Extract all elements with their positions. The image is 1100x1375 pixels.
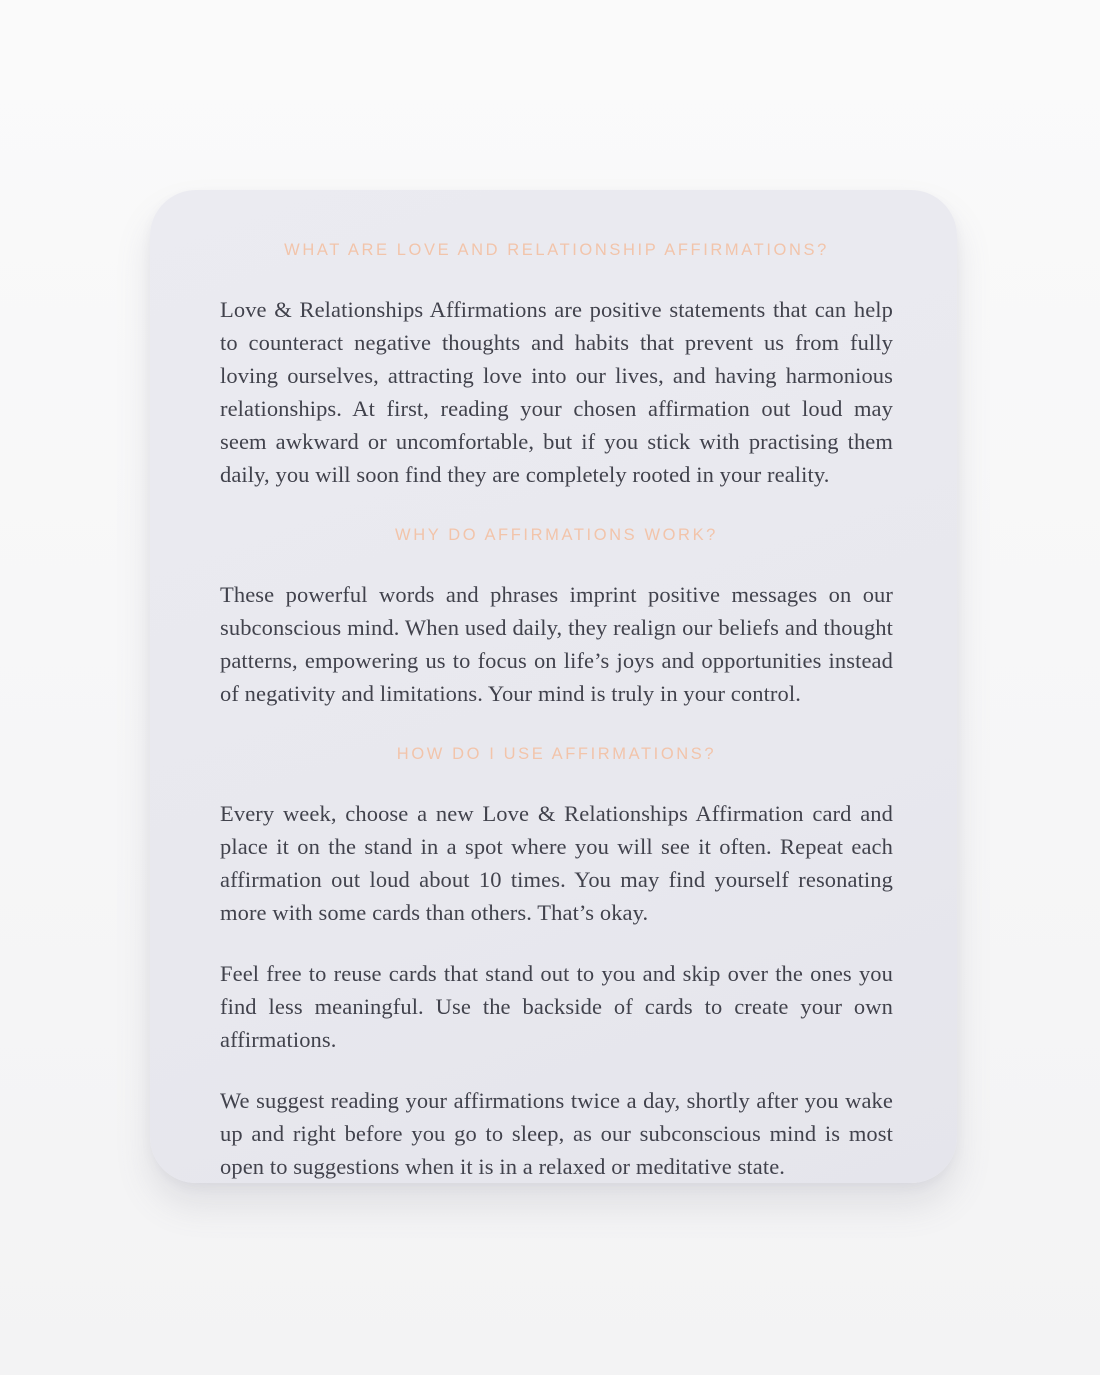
section-why-affirmations-work xyxy=(220,525,893,710)
section-heading-how-to-use-affirmations: HOW DO I USE AFFIRMATIONS? xyxy=(396,745,717,763)
paragraph-reading-schedule: We suggest reading your affirmations twice a day, shortly after you wake up and right before you go to sleep, as our subconscious mind is most open to suggestions when it is in a relaxed or meditative state. xyxy=(220,1088,893,1179)
instruction-card xyxy=(150,190,957,1183)
section-how-to-use-affirmations xyxy=(220,744,893,1183)
section-heading-why-affirmations-work: WHY DO AFFIRMATIONS WORK? xyxy=(395,526,718,544)
paragraph-what-are-affirmations: Love & Relationships Affirmations are positive statements that can help to counteract negative thoughts and habits that prevent us from fully loving ourselves, attracting love into our lives, and having harmonious relationships. At first, reading your chosen affirmation out loud may seem awkward or uncomfortable, but if you stick with practising them daily, you will soon find they are completely rooted in your reality. xyxy=(220,297,893,487)
paragraph-weekly-card-usage: Every week, choose a new Love & Relationships Affirmation card and place it on the stand in a spot where you will see it often. Repeat each affirmation out loud about 10 times. You may find yourself resonating more with some cards than others. That’s okay. xyxy=(220,801,893,925)
section-what-are-affirmations xyxy=(220,240,893,491)
paragraph-why-affirmations-work: These powerful words and phrases imprint positive messages on our subconscious mind. When used daily, they realign our beliefs and thought patterns, empowering us to focus on life’s joys and opportunities instead of negativity and limitations. Your mind is truly in your control. xyxy=(220,582,893,706)
section-heading-what-are-affirmations: WHAT ARE LOVE AND RELATIONSHIP AFFIRMATIONS? xyxy=(284,241,829,259)
paragraph-reuse-cards: Feel free to reuse cards that stand out to you and skip over the ones you find less meaningful. Use the backside of cards to create your own affirmations. xyxy=(220,961,893,1052)
